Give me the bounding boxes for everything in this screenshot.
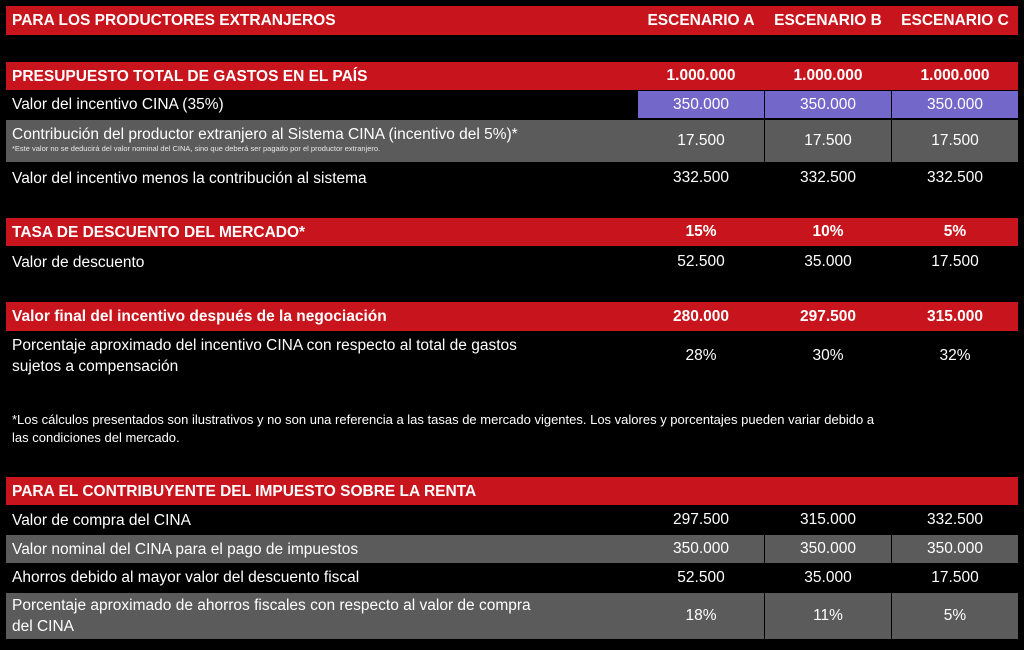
contribution-c: 17.500 [892,120,1018,162]
savings-pct-label-line2: del CINA [12,618,75,635]
percent-a: 28% [685,347,717,364]
budget-label: PRESUPUESTO TOTAL DE GASTOS EN EL PAÍS [12,67,368,85]
final-label: Valor final del incentivo después de la negociación [12,308,387,325]
contribution-a: 17.500 [638,120,764,162]
percent-label-line2: sujetos a compensación [12,358,179,375]
rate-row [6,218,1018,246]
discount-row [6,248,1018,276]
budget-a: 1.000.000 [666,67,736,84]
contribution-b: 17.500 [765,120,891,162]
savings-pct-label-line1: Porcentaje aproximado de ahorros fiscales con respecto al valor de compra [12,597,531,614]
contribution-label: Contribución del productor extranjero al Sistema CINA (incentivo del 5%)* [12,126,518,143]
nominal-a: 350.000 [638,535,764,563]
nominal-label: Valor nominal del CINA para el pago de impuestos [6,535,638,563]
percent-b: 30% [812,347,844,364]
contribution-row [6,120,1018,162]
nominal-b: 350.000 [765,535,891,563]
discount-a: 52.500 [677,253,725,270]
final-row [6,302,1018,331]
rate-c: 5% [943,223,967,240]
savings-pct-label-cell [6,593,638,639]
net-a: 332.500 [672,169,730,186]
purchase-label: Valor de compra del CINA [12,511,191,529]
savings-pct-c: 5% [892,593,1018,639]
percent-c: 32% [939,347,971,364]
cina-table [6,0,1018,650]
header-row [6,6,1018,35]
rate-b: 10% [812,223,844,240]
footnote [12,411,1012,447]
purchase-b: 315.000 [799,511,857,528]
header-scenario-c: ESCENARIO C [901,11,1009,29]
final-a: 280.000 [672,307,730,325]
savings-pct-b: 11% [765,593,891,639]
final-b: 297.500 [799,307,857,325]
savings-pct-a: 18% [638,593,764,639]
net-c: 332.500 [926,169,984,186]
footnote-line2: las condiciones del mercado. [12,430,180,445]
incentive-b: 350.000 [765,91,891,118]
purchase-c: 332.500 [926,511,984,528]
contribution-label-cell [6,120,638,162]
percent-row [6,334,1018,378]
rate-a: 15% [685,223,717,240]
discount-c: 17.500 [931,253,979,270]
purchase-a: 297.500 [672,511,730,528]
taxpayer-header-row [6,477,1018,505]
header-scenario-a: ESCENARIO A [647,11,755,29]
header-title: PARA LOS PRODUCTORES EXTRANJEROS [12,12,336,29]
header-scenario-b: ESCENARIO B [774,11,882,29]
nominal-row [6,535,1018,563]
net-label: Valor del incentivo menos la contribución al sistema [12,169,367,187]
rate-label: TASA DE DESCUENTO DEL MERCADO* [12,223,306,241]
net-row [6,164,1018,192]
discount-b: 35.000 [804,253,852,270]
purchase-row [6,506,1018,534]
incentive-label: Valor del incentivo CINA (35%) [12,96,224,113]
incentive-row [6,91,1018,118]
net-b: 332.500 [799,169,857,186]
incentive-c: 350.000 [892,91,1018,118]
contribution-sublabel: *Este valor no se deducirá del valor nominal del CINA, sino que deberá ser pagado por el productor extranjero. [12,144,381,153]
budget-b: 1.000.000 [793,67,863,84]
final-c: 315.000 [926,307,984,325]
savings-label: Ahorros debido al mayor valor del descuento fiscal [12,569,360,586]
savings-a: 52.500 [677,568,725,586]
savings-row [6,564,1018,591]
taxpayer-title: PARA EL CONTRIBUYENTE DEL IMPUESTO SOBRE LA RENTA [12,482,477,500]
percent-label-cell [6,335,638,377]
footnote-line1: *Los cálculos presentados son ilustrativos y no son una referencia a las tasas de mercado vigentes. Los valores y porcentajes pueden variar debido a [12,412,875,427]
budget-c: 1.000.000 [920,67,990,84]
budget-row [6,62,1018,90]
savings-b: 35.000 [804,568,852,586]
incentive-a: 350.000 [638,91,764,118]
percent-label-line1: Porcentaje aproximado del incentivo CINA con respecto al total de gastos [12,337,517,354]
nominal-c: 350.000 [892,535,1018,563]
savings-pct-row [6,593,1018,639]
savings-c: 17.500 [931,568,979,586]
discount-label: Valor de descuento [12,253,145,271]
